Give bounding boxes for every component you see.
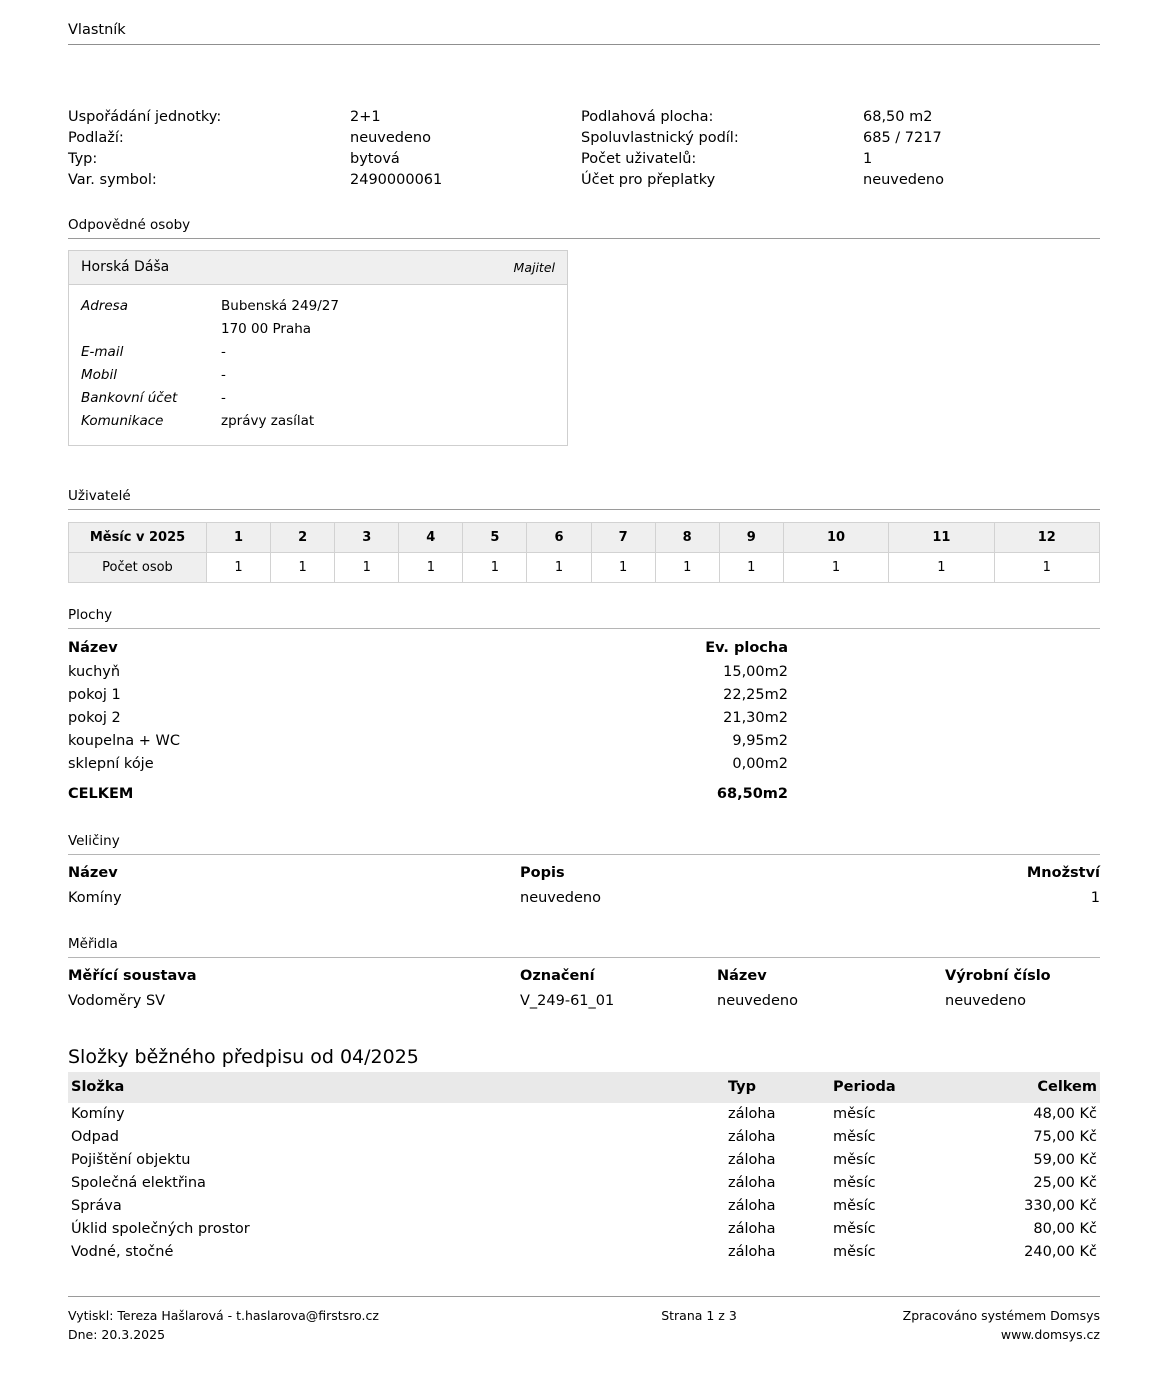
meters-col-mark: Označení [520, 968, 595, 984]
unit-label: Podlaží: [68, 130, 124, 146]
area-value: 21,30m2 [723, 710, 788, 726]
persons-count: 1 [889, 553, 994, 583]
component-name: Vodné, stočné [71, 1244, 174, 1260]
person-role: Majitel [513, 259, 555, 275]
component-total: 240,00 Kč [1024, 1244, 1097, 1260]
component-type: záloha [728, 1198, 776, 1214]
component-type: záloha [728, 1129, 776, 1145]
components-col-period: Perioda [833, 1079, 896, 1095]
unit-value: 2+1 [350, 109, 381, 125]
table-row-header [68, 861, 1100, 886]
table-row [68, 684, 1100, 707]
meters-col-name: Název [717, 968, 767, 984]
meters-table [68, 964, 1100, 1014]
person-field-value: - [221, 390, 226, 406]
unit-label: Podlahová plocha: [581, 109, 714, 125]
unit-label: Var. symbol: [68, 172, 157, 188]
persons-count-label: Počet osob [69, 553, 207, 583]
footer-date: Dne: 20.3.2025 [68, 1327, 166, 1342]
month-header: 12 [994, 523, 1099, 553]
person-field-row [81, 341, 555, 364]
table-row [68, 1241, 1100, 1264]
component-name: Komíny [71, 1106, 125, 1122]
users-heading: Uživatelé [68, 488, 1100, 510]
unit-label: Počet uživatelů: [581, 151, 697, 167]
table-row [68, 661, 1100, 684]
unit-info-right [581, 107, 1081, 191]
responsible-heading: Odpovědné osoby [68, 217, 1100, 239]
month-header: 4 [399, 523, 463, 553]
table-row-header [69, 523, 1100, 553]
table-row [69, 553, 1100, 583]
month-header: 3 [335, 523, 399, 553]
person-field-label-empty [81, 318, 221, 341]
person-field-row [81, 318, 555, 341]
components-table [68, 1072, 1100, 1264]
unit-right-values [863, 107, 1081, 191]
meters-col-serial: Výrobní číslo [945, 968, 1051, 984]
area-value: 0,00m2 [732, 756, 788, 772]
month-header: 8 [655, 523, 719, 553]
owner-title: Vlastník [68, 22, 1100, 45]
footer-system: Zpracováno systémem Domsys [902, 1308, 1100, 1323]
unit-label: Účet pro přeplatky [581, 172, 716, 188]
footer-row-top [68, 1306, 1100, 1325]
person-field-label: Mobil [81, 367, 117, 383]
component-name: Společná elektřina [71, 1175, 206, 1191]
person-field-label: Adresa [81, 298, 128, 314]
persons-count: 1 [399, 553, 463, 583]
unit-value: 2490000061 [350, 172, 443, 188]
month-header: 6 [527, 523, 591, 553]
areas-total-value: 68,50m2 [716, 786, 788, 802]
persons-count: 1 [335, 553, 399, 583]
page-footer [68, 1296, 1100, 1344]
table-row [68, 1149, 1100, 1172]
person-field-row [81, 364, 555, 387]
quantities-section [68, 833, 1100, 911]
unit-value: 685 / 7217 [863, 130, 942, 146]
table-row [68, 1172, 1100, 1195]
component-period: měsíc [833, 1244, 876, 1260]
unit-value: neuvedeno [350, 130, 431, 146]
area-value: 9,95m2 [732, 733, 788, 749]
components-section [68, 1046, 1100, 1264]
component-name: Správa [71, 1198, 122, 1214]
component-name: Úklid společných prostor [71, 1221, 250, 1237]
footer-page-number: Strana 1 z 3 [661, 1308, 737, 1323]
component-period: měsíc [833, 1175, 876, 1191]
area-name: pokoj 1 [68, 687, 121, 703]
component-total: 75,00 Kč [1033, 1129, 1097, 1145]
meters-section [68, 936, 1100, 1014]
components-col-type: Typ [728, 1079, 757, 1095]
quantity-desc: neuvedeno [520, 890, 601, 906]
component-period: měsíc [833, 1106, 876, 1122]
area-name: pokoj 2 [68, 710, 121, 726]
quantity-value: 1 [1090, 890, 1100, 906]
person-field-value: zprávy zasílat [221, 413, 315, 429]
area-name: sklepní kóje [68, 756, 154, 772]
persons-count: 1 [655, 553, 719, 583]
unit-value: 68,50 m2 [863, 109, 933, 125]
area-name: kuchyň [68, 664, 121, 680]
month-header: 9 [719, 523, 783, 553]
unit-value: neuvedeno [863, 172, 944, 188]
component-total: 80,00 Kč [1033, 1221, 1097, 1237]
footer-printed-by: Vytiskl: Tereza Hašlarová - t.haslarova@firstsro.cz [68, 1308, 379, 1323]
meter-name: neuvedeno [717, 993, 798, 1009]
area-value: 22,25m2 [723, 687, 788, 703]
meter-serial: neuvedeno [945, 993, 1026, 1009]
areas-section [68, 607, 1100, 806]
areas-total-label: CELKEM [68, 786, 134, 802]
table-row-header [68, 635, 1100, 661]
footer-center-empty [548, 1325, 850, 1344]
person-field-value: - [221, 367, 226, 383]
persons-count: 1 [994, 553, 1099, 583]
quantities-col-desc: Popis [520, 865, 565, 881]
table-row [68, 1218, 1100, 1241]
meter-mark: V_249-61_01 [520, 993, 615, 1009]
component-type: záloha [728, 1221, 776, 1237]
unit-value: bytová [350, 151, 400, 167]
person-field-value2: 170 00 Praha [221, 321, 312, 337]
component-period: měsíc [833, 1129, 876, 1145]
person-field-value: - [221, 344, 226, 360]
component-total: 330,00 Kč [1024, 1198, 1097, 1214]
month-header: 5 [463, 523, 527, 553]
table-row [68, 753, 1100, 776]
month-header: 7 [591, 523, 655, 553]
month-header: 2 [271, 523, 335, 553]
owner-section [68, 0, 1100, 45]
persons-count: 1 [783, 553, 888, 583]
persons-count: 1 [463, 553, 527, 583]
component-type: záloha [728, 1106, 776, 1122]
month-header: 10 [783, 523, 888, 553]
person-field-label: Bankovní účet [81, 390, 178, 406]
quantity-name: Komíny [68, 890, 122, 906]
person-field-label: E-mail [81, 344, 124, 360]
area-value: 15,00m2 [723, 664, 788, 680]
users-month-table [68, 522, 1100, 583]
quantities-heading: Veličiny [68, 833, 1100, 855]
unit-label: Uspořádání jednotky: [68, 109, 222, 125]
footer-row-bottom [68, 1325, 1100, 1344]
person-field-row [81, 410, 555, 433]
component-name: Pojištění objektu [71, 1152, 191, 1168]
responsible-card-header [69, 251, 567, 285]
component-total: 59,00 Kč [1033, 1152, 1097, 1168]
component-total: 48,00 Kč [1033, 1106, 1097, 1122]
table-row [68, 1195, 1100, 1218]
responsible-persons-section [68, 217, 1100, 446]
month-header: 11 [889, 523, 994, 553]
component-type: záloha [728, 1152, 776, 1168]
areas-col-name: Název [68, 640, 118, 656]
component-period: měsíc [833, 1221, 876, 1237]
components-title: Složky běžného předpisu od 04/2025 [68, 1046, 419, 1068]
person-field-value: Bubenská 249/27 [221, 298, 339, 314]
table-row [68, 886, 1100, 911]
users-section [68, 488, 1100, 583]
areas-heading: Plochy [68, 607, 1100, 629]
quantities-col-qty: Množství [1026, 865, 1100, 881]
areas-table [68, 635, 1100, 806]
component-period: měsíc [833, 1198, 876, 1214]
table-row [68, 1126, 1100, 1149]
table-row [68, 1103, 1100, 1126]
component-name: Odpad [71, 1129, 119, 1145]
person-field-row [81, 387, 555, 410]
unit-value: 1 [863, 151, 873, 167]
person-field-row [81, 295, 555, 318]
persons-count: 1 [271, 553, 335, 583]
person-field-label: Komunikace [81, 413, 164, 429]
meter-system: Vodoměry SV [68, 993, 166, 1009]
responsible-card-body [69, 285, 567, 445]
component-total: 25,00 Kč [1033, 1175, 1097, 1191]
unit-left-values [350, 107, 581, 191]
month-header-label: Měsíc v 2025 [69, 523, 207, 553]
persons-count: 1 [591, 553, 655, 583]
table-row [68, 730, 1100, 753]
quantities-table [68, 861, 1100, 911]
area-name: koupelna + WC [68, 733, 180, 749]
persons-count: 1 [527, 553, 591, 583]
unit-right-labels [581, 107, 863, 191]
table-row-header [68, 964, 1100, 989]
unit-left-labels [68, 107, 350, 191]
quantities-col-name: Název [68, 865, 118, 881]
meters-col-system: Měřící soustava [68, 968, 197, 984]
unit-label: Spoluvlastnický podíl: [581, 130, 739, 146]
components-col-name: Složka [71, 1079, 125, 1095]
table-row-header [68, 1072, 1100, 1103]
areas-total-row [68, 783, 1100, 806]
component-period: měsíc [833, 1152, 876, 1168]
component-type: záloha [728, 1175, 776, 1191]
month-header: 1 [207, 523, 271, 553]
meters-heading: Měřidla [68, 936, 1100, 958]
person-name: Horská Dáša [81, 259, 170, 275]
areas-col-area: Ev. plocha [705, 640, 788, 656]
table-row [68, 989, 1100, 1014]
components-col-total: Celkem [1037, 1079, 1097, 1095]
component-type: záloha [728, 1244, 776, 1260]
table-row [68, 707, 1100, 730]
persons-count: 1 [207, 553, 271, 583]
footer-web: www.domsys.cz [1000, 1327, 1100, 1342]
unit-info-left [68, 107, 581, 191]
unit-info [68, 107, 1100, 191]
persons-count: 1 [719, 553, 783, 583]
responsible-person-card [68, 250, 568, 446]
unit-label: Typ: [68, 151, 98, 167]
